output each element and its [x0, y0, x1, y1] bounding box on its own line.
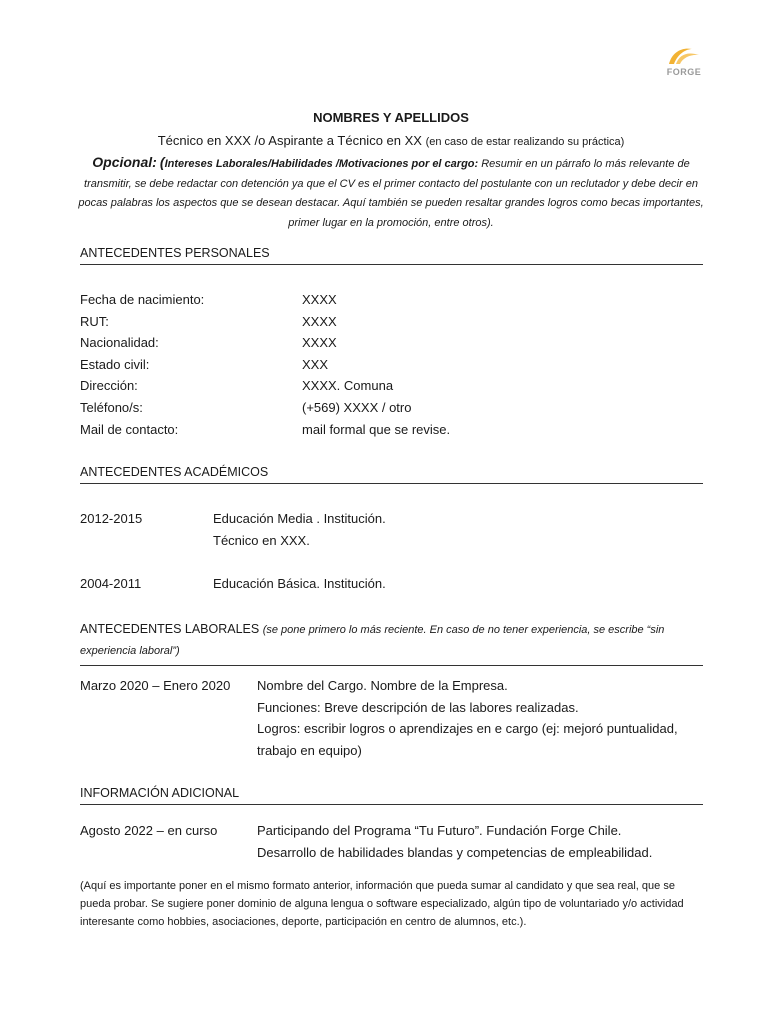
work-period: Marzo 2020 – Enero 2020 [80, 678, 231, 693]
personal-label: Estado civil: [80, 356, 150, 372]
academic-line: Técnico en XXX. [213, 532, 310, 548]
work-note: (se pone primero lo más reciente. En caso de no tener experiencia, se escribe “sin experiencia laboral”) [80, 624, 665, 657]
personal-value: XXXX [302, 313, 337, 329]
page-title: NOMBRES Y APELLIDOS [313, 110, 469, 125]
subtitle-main: Técnico en XXX /o Aspirante a Técnico en XX [157, 133, 422, 148]
personal-value: XXXX [302, 335, 337, 351]
academic-period: 2012-2015 [80, 511, 143, 526]
personal-label: Nacionalidad: [80, 335, 159, 351]
personal-value: mail formal que se revise. [302, 421, 451, 437]
section-heading-work [80, 619, 703, 666]
additional-line: Participando del Programa “Tu Futuro”. Fundación Forge Chile. [257, 823, 622, 838]
logo-text: FORGE [666, 67, 702, 77]
personal-value: XXX [302, 356, 329, 372]
section-heading-academic: ANTECEDENTES ACADÉMICOS [80, 465, 703, 484]
personal-label: Dirección: [80, 378, 138, 394]
section-heading-personal: ANTECEDENTES PERSONALES [80, 246, 703, 265]
academic-line: Educación Media . Institución. [213, 511, 386, 526]
personal-value: XXXX [302, 292, 337, 307]
additional-line: Desarrollo de habilidades blandas y competencias de empleabilidad. [257, 844, 653, 860]
subtitle-small: (en caso de estar realizando su práctica) [425, 136, 625, 148]
section-heading-additional: INFORMACIÓN ADICIONAL [80, 786, 703, 805]
academic-period: 2004-2011 [80, 576, 142, 591]
work-line: Nombre del Cargo. Nombre de la Empresa. [257, 678, 508, 693]
additional-footer-note: (Aquí es importante poner en el mismo formato anterior, información que pueda sumar al candidato y que sea real, que se pueda probar. Se sugiere poner dominio de alguna lengua o software especializado, algún tipo de voluntariado y/o actividad interesante como hobbies, asociaciones, deporte, participación en centro de alumnos, etc.). [80, 880, 684, 928]
subtitle [70, 133, 712, 148]
personal-label: Fecha de nacimiento: [80, 292, 205, 307]
optional-text: Resumir en un párrafo lo más relevante de transmitir, se debe redactar con detención ya que el CV es el primer contacto del postulante con un reclutador y debe decir en pocas palabras los aspectos que se desean destacar. Aquí también se pueden resaltar grandes logros como becas importantes, primer lugar en la promoción, entre otros). [78, 158, 704, 229]
personal-value: (+569) XXXX / otro [302, 400, 412, 415]
academic-line: Educación Básica. Institución. [213, 576, 386, 591]
work-heading: ANTECEDENTES LABORALES [80, 622, 260, 636]
work-line: Funciones: Breve descripción de las labores realizadas. [257, 699, 579, 715]
personal-label: Mail de contacto: [80, 421, 179, 437]
forge-logo [662, 46, 706, 80]
personal-label: Teléfono/s: [80, 400, 143, 415]
personal-value: XXXX. Comuna [302, 378, 394, 394]
optional-label: Opcional: [92, 154, 157, 170]
optional-paren: ( [159, 154, 165, 170]
work-line: Logros: escribir logros o aprendizajes en e cargo (ej: mejoró puntualidad, trabajo en equipo) [257, 721, 678, 758]
personal-label: RUT: [80, 313, 109, 329]
optional-summary [70, 153, 712, 233]
additional-period: Agosto 2022 – en curso [80, 823, 218, 838]
optional-bold: Intereses Laborales/Habilidades /Motivaciones por el cargo: [164, 158, 479, 170]
sun-arc-logo-icon [668, 46, 700, 66]
